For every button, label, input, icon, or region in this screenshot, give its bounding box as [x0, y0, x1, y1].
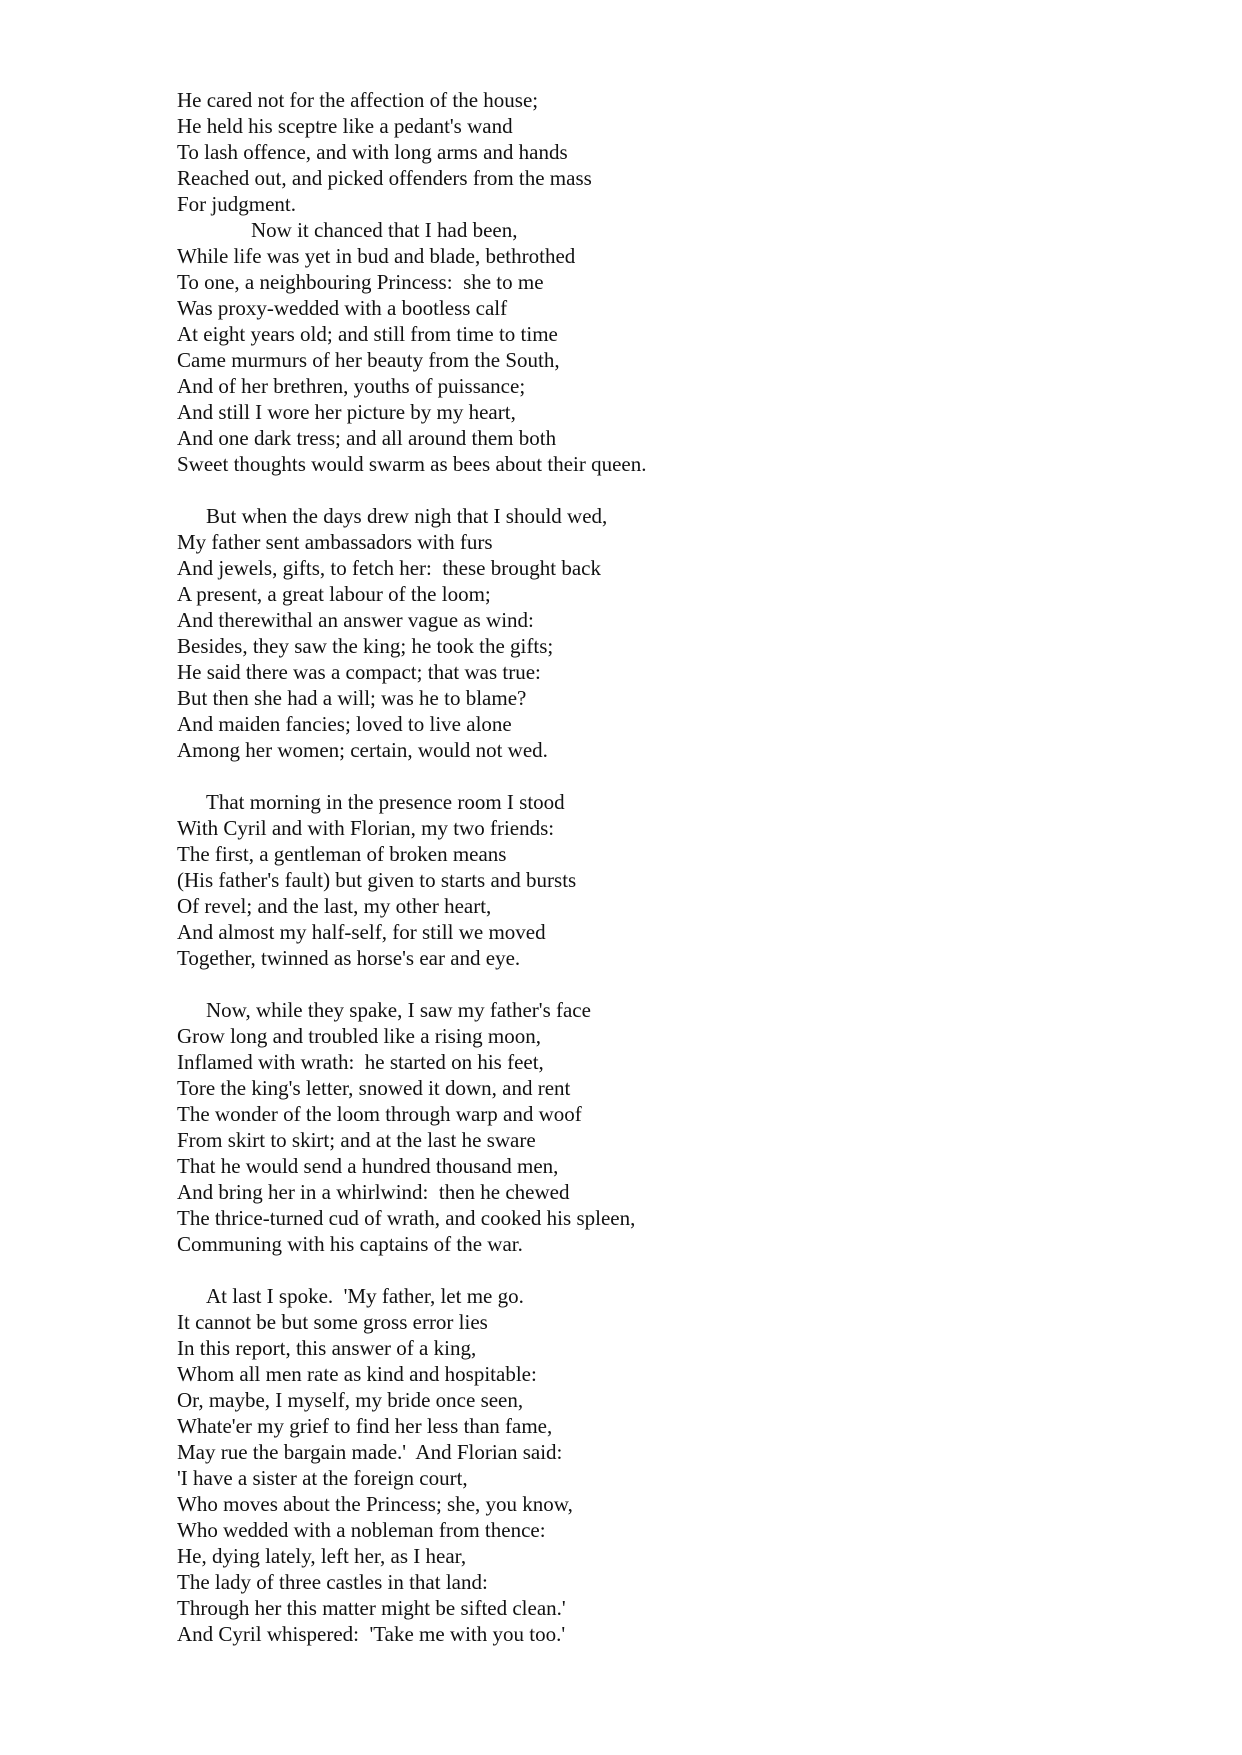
poem-line: Now it chanced that I had been,	[251, 218, 518, 242]
poem-line: Besides, they saw the king; he took the gifts;	[177, 634, 554, 658]
poem-line: And one dark tress; and all around them both	[177, 426, 557, 450]
stanza-2	[177, 503, 1177, 763]
poem-line: With Cyril and with Florian, my two friends:	[177, 816, 555, 840]
poem-line: And therewithal an answer vague as wind:	[177, 608, 534, 632]
poem-line: From skirt to skirt; and at the last he sware	[177, 1128, 536, 1152]
poem-line: And still I wore her picture by my heart,	[177, 400, 516, 424]
poem-line: The first, a gentleman of broken means	[177, 842, 507, 866]
poem-line: Through her this matter might be sifted clean.'	[177, 1596, 566, 1620]
poem-line: And bring her in a whirlwind: then he chewed	[177, 1180, 570, 1204]
poem-line: (His father's fault) but given to starts and bursts	[177, 868, 577, 892]
poem-line: But when the days drew nigh that I should wed,	[206, 504, 608, 528]
poem-line: He, dying lately, left her, as I hear,	[177, 1544, 467, 1568]
stanza-3	[177, 789, 1177, 971]
poem-line: At last I spoke. 'My father, let me go.	[206, 1284, 524, 1308]
poem-line: Or, maybe, I myself, my bride once seen,	[177, 1388, 524, 1412]
poem-line: Sweet thoughts would swarm as bees about their queen.	[177, 452, 647, 476]
poem-line: In this report, this answer of a king,	[177, 1336, 477, 1360]
poem-line: A present, a great labour of the loom;	[177, 582, 491, 606]
poem-line: Who wedded with a nobleman from thence:	[177, 1518, 546, 1542]
poem-line: But then she had a will; was he to blame?	[177, 686, 527, 710]
poem-line: Who moves about the Princess; she, you know,	[177, 1492, 573, 1516]
poem-line: Of revel; and the last, my other heart,	[177, 894, 492, 918]
poem-line: Whate'er my grief to find her less than fame,	[177, 1414, 553, 1438]
poem-line: Tore the king's letter, snowed it down, and rent	[177, 1076, 571, 1100]
poem-line: Whom all men rate as kind and hospitable:	[177, 1362, 537, 1386]
stanza-4	[177, 997, 1177, 1257]
poem-line: And Cyril whispered: 'Take me with you too.'	[177, 1622, 566, 1646]
poem-line: 'I have a sister at the foreign court,	[177, 1466, 468, 1490]
poem-line: Among her women; certain, would not wed.	[177, 738, 548, 762]
poem-line: And maiden fancies; loved to live alone	[177, 712, 512, 736]
poem-line: And almost my half-self, for still we moved	[177, 920, 546, 944]
poem-line: At eight years old; and still from time to time	[177, 322, 558, 346]
poem-line: The wonder of the loom through warp and woof	[177, 1102, 582, 1126]
stanza-5	[177, 1283, 1177, 1647]
poem-line: My father sent ambassadors with furs	[177, 530, 493, 554]
poem-line: He cared not for the affection of the house;	[177, 88, 539, 112]
poem-line: And of her brethren, youths of puissance;	[177, 374, 526, 398]
poem-line: Together, twinned as horse's ear and eye.	[177, 946, 521, 970]
poem-line: The thrice-turned cud of wrath, and cooked his spleen,	[177, 1206, 636, 1230]
poem-line: While life was yet in bud and blade, bethrothed	[177, 244, 576, 268]
poem-line: Was proxy-wedded with a bootless calf	[177, 296, 508, 320]
poem-line: To lash offence, and with long arms and hands	[177, 140, 568, 164]
poem-page	[177, 87, 1177, 1647]
poem-line: That he would send a hundred thousand men,	[177, 1154, 559, 1178]
poem-line: For judgment.	[177, 192, 296, 216]
poem-line: He held his sceptre like a pedant's wand	[177, 114, 513, 138]
poem-line: To one, a neighbouring Princess: she to me	[177, 270, 544, 294]
poem-line: The lady of three castles in that land:	[177, 1570, 488, 1594]
poem-line: Communing with his captains of the war.	[177, 1232, 523, 1256]
poem-line: Inflamed with wrath: he started on his feet,	[177, 1050, 544, 1074]
poem-line: It cannot be but some gross error lies	[177, 1310, 488, 1334]
poem-line: Came murmurs of her beauty from the South,	[177, 348, 560, 372]
poem-line: Reached out, and picked offenders from the mass	[177, 166, 592, 190]
stanza-1	[177, 87, 1177, 477]
poem-line: May rue the bargain made.' And Florian said:	[177, 1440, 563, 1464]
poem-line: Now, while they spake, I saw my father's face	[206, 998, 591, 1022]
poem-line: He said there was a compact; that was true:	[177, 660, 541, 684]
poem-line: Grow long and troubled like a rising moon,	[177, 1024, 541, 1048]
poem-line: That morning in the presence room I stood	[206, 790, 565, 814]
poem-line: And jewels, gifts, to fetch her: these brought back	[177, 556, 601, 580]
